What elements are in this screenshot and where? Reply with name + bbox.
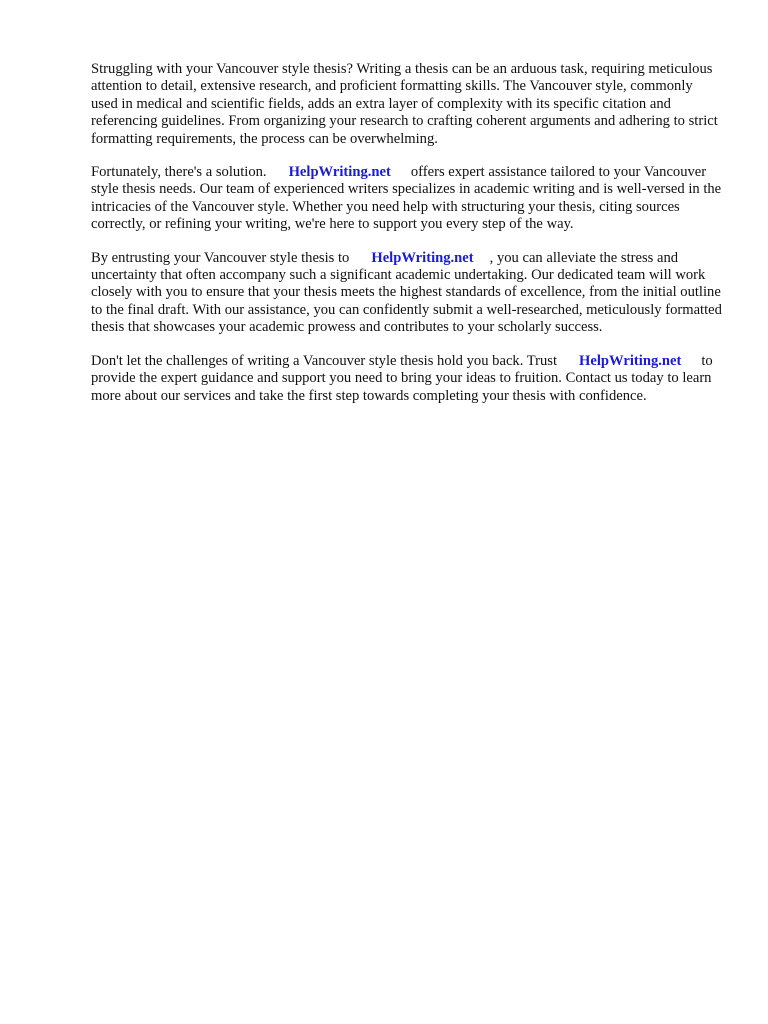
paragraph-closing	[91, 353, 723, 405]
helpwriting-link[interactable]: HelpWriting.net	[288, 164, 391, 181]
paragraph-solution-rest: offers expert assistance tailored to your Vancouver style thesis needs. Our team of experienced writers specializes in academic writing and is well-versed in the intricacies of the Vancouver style. Whether you need help with structuring your thesis, citing sources correctly, or refining your writing, we're here to support you every step of the way.	[91, 164, 722, 233]
document-body	[91, 61, 723, 421]
paragraph-entrust	[91, 250, 723, 337]
paragraph-intro	[91, 61, 723, 148]
helpwriting-link[interactable]: HelpWriting.net	[579, 352, 682, 369]
paragraph-entrust-lead: By entrusting your Vancouver style thesis to	[91, 249, 350, 266]
paragraph-closing-lead: Don't let the challenges of writing a Vancouver style thesis hold you back. Trust	[91, 352, 558, 369]
paragraph-entrust-rest: , you can alleviate the stress and uncertainty that often accompany such a significant academic undertaking. Our dedicated team will work closely with you to ensure that your thesis meets the highest standards of excellence, from the initial outline to the final draft. With our assistance, you can confidently submit a well-researched, meticulously formatted thesis that showcases your academic prowess and contributes to your scholarly success.	[91, 249, 722, 336]
paragraph-solution	[91, 164, 723, 234]
paragraph-intro-text: Struggling with your Vancouver style thesis? Writing a thesis can be an arduous task, requiring meticulous attention to detail, extensive research, and proficient formatting skills. The Vancouver style, commonly used in medical and scientific fields, adds an extra layer of complexity with its specific citation and referencing guidelines. From organizing your research to crafting coherent arguments and adhering to strict formatting requirements, the process can be overwhelming.	[91, 61, 718, 147]
paragraph-closing-rest: to provide the expert guidance and support you need to bring your ideas to fruition. Contact us today to learn more about our services and take the first step towards completing your thesis with confidence.	[91, 352, 713, 404]
helpwriting-link[interactable]: HelpWriting.net	[371, 249, 474, 266]
paragraph-solution-lead: Fortunately, there's a solution.	[91, 164, 267, 181]
